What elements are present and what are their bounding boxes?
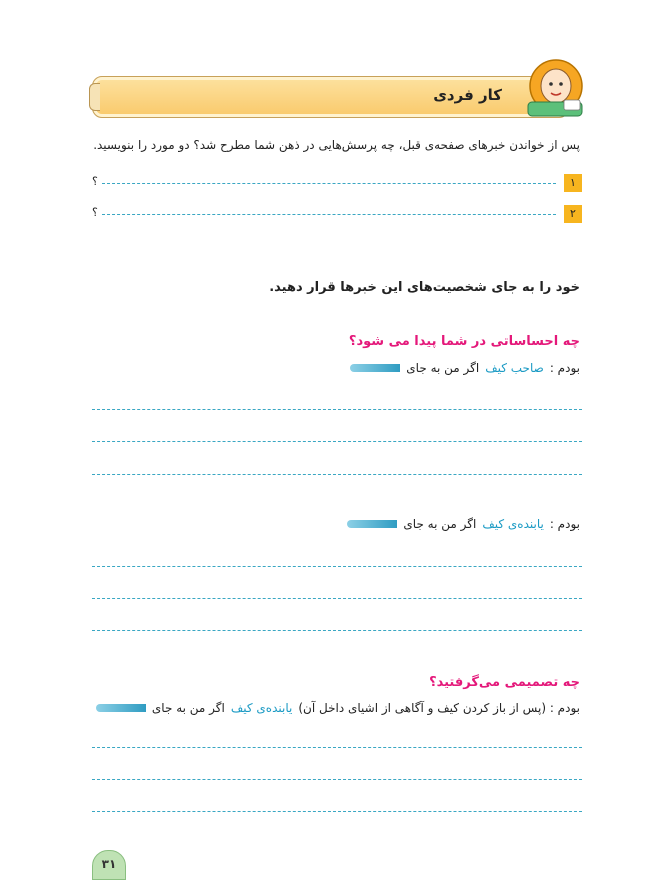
number-badge: ۲ xyxy=(564,205,582,223)
dashed-line xyxy=(102,214,556,215)
writing-line[interactable] xyxy=(92,441,582,442)
page-number: ۳۱ xyxy=(92,850,126,880)
prompt-finder xyxy=(347,517,580,531)
dashed-line xyxy=(102,183,556,184)
prompt-decision xyxy=(96,701,580,715)
prompt-bar xyxy=(350,364,400,372)
writing-line[interactable] xyxy=(92,747,582,748)
writing-line[interactable] xyxy=(92,474,582,475)
prompt-post: بودم : (پس از باز کردن کیف و آگاهی از اشیای داخل آن) xyxy=(298,701,580,715)
writing-line[interactable] xyxy=(92,598,582,599)
prompt-post: بودم : xyxy=(549,517,580,531)
prompt-role: یابنده‌ی کیف xyxy=(482,517,544,531)
intro-text: پس از خواندن خبرهای صفحه‌ی قبل، چه پرسش‌هایی در ذهن شما مطرح شد؟ دو مورد را بنویسید. xyxy=(93,138,580,152)
instruction: خود را به جای شخصیت‌های این خبرها قرار دهید. xyxy=(269,280,580,295)
prompt-pre: اگر من به جای xyxy=(151,701,225,715)
prompt-bar xyxy=(96,704,146,712)
prompt-post: بودم : xyxy=(549,361,580,375)
writing-line[interactable] xyxy=(92,409,582,410)
prompt-role: صاحب کیف xyxy=(485,361,544,375)
writing-line[interactable] xyxy=(92,630,582,631)
prompt-pre: اگر من به جای xyxy=(403,517,477,531)
banner-tab xyxy=(89,83,100,111)
question-mark: ؟ xyxy=(92,175,98,188)
banner-title: کار فردی xyxy=(433,86,502,104)
girl-writing-icon xyxy=(524,56,584,118)
section2-heading: چه تصمیمی می‌گرفتید؟ xyxy=(429,675,580,690)
answer-line-2[interactable] xyxy=(92,205,582,223)
writing-line[interactable] xyxy=(92,811,582,812)
writing-line[interactable] xyxy=(92,779,582,780)
question-mark: ؟ xyxy=(92,206,98,219)
answer-line-1[interactable] xyxy=(92,174,582,192)
prompt-pre: اگر من به جای xyxy=(406,361,480,375)
number-badge: ۱ xyxy=(564,174,582,192)
activity-banner xyxy=(92,76,569,118)
prompt-owner xyxy=(350,361,580,375)
writing-line[interactable] xyxy=(92,566,582,567)
section1-heading: چه احساساتی در شما پیدا می شود؟ xyxy=(348,334,580,349)
prompt-bar xyxy=(347,520,397,528)
prompt-role: یابنده‌ی کیف xyxy=(230,701,293,715)
